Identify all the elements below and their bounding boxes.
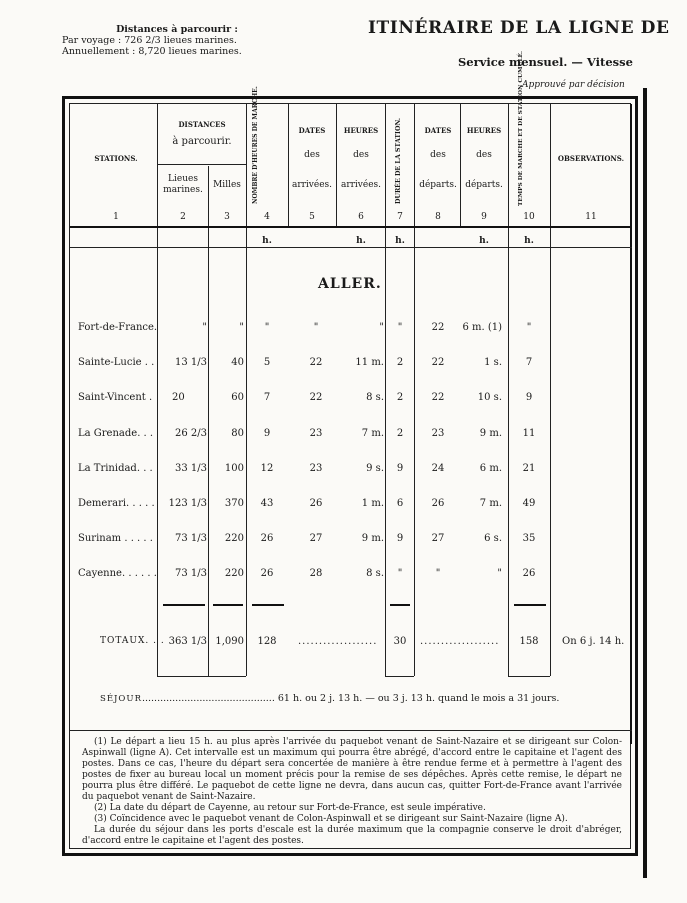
header-dates-departs-des: des [430, 150, 446, 160]
cell-heures-marche: 12 [260, 463, 274, 474]
header-milles: Milles [213, 180, 241, 190]
totals-bottom-rule [157, 676, 246, 677]
footnote-3: (3) Coïncidence avec le paquebot venant de Colon-Aspinwall et se dirigeant sur Saint-Nazaire (ligne A). [94, 814, 568, 824]
total-observation: On 6 j. 14 h. [562, 636, 625, 647]
cell-heure-depart: 6 m. [479, 463, 502, 474]
cell-heure-depart: 6 s. [484, 533, 502, 544]
header-lieues: Lieues marines. [163, 174, 203, 195]
cell-heures-marche: 9 [263, 428, 271, 439]
header-duree-station: DURÉE DE LA STATION. [395, 117, 402, 204]
cell-milles: 100 [224, 463, 244, 474]
distances-summary [62, 24, 272, 57]
cell-heure-depart: 10 s. [477, 392, 502, 403]
cell-heure-depart: " [497, 568, 502, 579]
col-rule [414, 104, 415, 676]
cell-duree: 2 [396, 428, 404, 439]
station-name: Sainte-Lucie . . [78, 357, 155, 368]
table-row [0, 533, 687, 547]
cell-heure-arrivee: 9 s. [366, 463, 384, 474]
col-rule [508, 104, 509, 676]
cell-heure-depart: 9 m. [479, 428, 502, 439]
cell-date-depart: 24 [431, 463, 445, 474]
total-lieues: 363 1/3 [168, 636, 207, 647]
cell-date-depart: " [435, 568, 441, 579]
cell-heure-depart: 6 m. (1) [462, 322, 502, 333]
approval-note: Approuvé par décision [522, 80, 625, 90]
sejour-text: 61 h. ou 2 j. 13 h. — ou 3 j. 13 h. quand le mois a 31 jours. [277, 693, 560, 704]
page-edge-bar [643, 88, 647, 878]
unit-hours: h. [262, 236, 272, 246]
cell-heure-arrivee: 1 m. [361, 498, 384, 509]
section-title-aller: ALLER. [318, 276, 382, 292]
cell-duree: " [397, 568, 403, 579]
header-distances-sub: à parcourir. [172, 136, 232, 147]
cell-cumul: 21 [522, 463, 536, 474]
cell-cumul: 11 [522, 428, 536, 439]
cell-duree: 9 [396, 463, 404, 474]
cell-milles: " [239, 322, 244, 333]
cell-date-arrivee: " [313, 322, 319, 333]
cell-date-arrivee: 23 [309, 428, 323, 439]
column-number: 3 [224, 212, 230, 222]
cell-heures-marche: 43 [260, 498, 274, 509]
totals-row [0, 636, 687, 650]
table-row [0, 322, 687, 336]
footnote-4: La durée du séjour dans les ports d'escale est la durée maximum que la compagnie conserve le droit d'abréger, d'accord entre le capitaine et l'agent des postes. [82, 825, 622, 846]
header-heures-departs-label: départs. [465, 180, 503, 190]
column-number: 4 [264, 212, 270, 222]
header-heures-arrivees-des: des [353, 150, 369, 160]
cell-milles: 40 [231, 357, 244, 368]
header-dates-arrivees-des: des [304, 150, 320, 160]
cell-cumul: 9 [525, 392, 533, 403]
sum-rule [213, 604, 243, 606]
sum-rule [514, 604, 546, 606]
column-number: 5 [309, 212, 315, 222]
unit-hours: h. [356, 236, 366, 246]
sejour-dots: ............................................ [141, 693, 275, 704]
header-subdivider [157, 164, 246, 165]
totals-bottom-rule [508, 676, 550, 677]
column-number: 6 [358, 212, 364, 222]
totals-dots: ................... [298, 636, 378, 647]
col-rule [246, 104, 247, 676]
cell-date-arrivee: 26 [309, 498, 323, 509]
column-number: 2 [180, 212, 186, 222]
col-rule [157, 104, 158, 676]
cell-lieues: 13 1/3 [175, 357, 207, 368]
service-subtitle: Service mensuel. — Vitesse [458, 55, 633, 69]
sum-rule [252, 604, 284, 606]
col-rule [385, 104, 386, 676]
header-dates-arrivees-label: arrivées. [291, 180, 333, 190]
column-number: 1 [113, 212, 119, 222]
cell-duree: " [397, 322, 403, 333]
station-name: Fort-de-France. [78, 322, 158, 333]
cell-duree: 6 [396, 498, 404, 509]
distance-annuellement: Annuellement : 8,720 lieues marines. [62, 46, 242, 57]
header-observations: OBSERVATIONS. [557, 154, 625, 163]
cell-heure-arrivee: 7 m. [361, 428, 384, 439]
col-rule [460, 104, 461, 228]
cell-cumul: 49 [522, 498, 536, 509]
column-number: 7 [397, 212, 403, 222]
cell-date-depart: 23 [431, 428, 445, 439]
header-bottom-rule [70, 226, 632, 228]
cell-date-arrivee: 22 [309, 392, 323, 403]
cell-cumul: " [526, 322, 532, 333]
cell-lieues: 73 1/3 [175, 568, 207, 579]
cell-date-arrivee: 28 [309, 568, 323, 579]
unit-hours: h. [395, 236, 405, 246]
footnotes [82, 737, 622, 847]
cell-date-arrivee: 22 [309, 357, 323, 368]
header-distances: DISTANCES [178, 120, 226, 129]
cell-date-depart: 26 [431, 498, 445, 509]
cell-date-arrivee: 23 [309, 463, 323, 474]
distances-summary-title: Distances à parcourir : [116, 24, 238, 35]
table-row [0, 568, 687, 582]
cell-cumul: 35 [522, 533, 536, 544]
cell-milles: 370 [224, 498, 244, 509]
station-name: Surinam . . . . . [78, 533, 153, 544]
station-name: La Trinidad. . . [78, 463, 153, 474]
header-dates-arrivees: DATES [298, 126, 326, 135]
cell-date-arrivee: 27 [309, 533, 323, 544]
column-number: 10 [523, 212, 535, 222]
header-dates-departs-label: départs. [419, 180, 457, 190]
header-nombre-heures: NOMBRE D'HEURES DE MARCHE. [252, 86, 259, 204]
cell-date-depart: 22 [431, 322, 445, 333]
table-row [0, 428, 687, 442]
table-row [0, 392, 687, 406]
table-row [0, 357, 687, 371]
header-heures-departs: HEURES [466, 126, 502, 135]
cell-date-depart: 22 [431, 392, 445, 403]
cell-date-depart: 27 [431, 533, 445, 544]
cell-heure-arrivee: 8 s. [366, 568, 384, 579]
cell-lieues: 26 2/3 [175, 428, 207, 439]
unit-hours: h. [479, 236, 489, 246]
header-dates-departs: DATES [424, 126, 452, 135]
header-stations: STATIONS. [94, 154, 138, 163]
header-heures-departs-des: des [476, 150, 492, 160]
sejour-line [100, 693, 559, 704]
footnote-2: (2) La date du départ de Cayenne, au retour sur Fort-de-France, est seule impérative. [94, 803, 486, 813]
cell-heure-arrivee: " [379, 322, 384, 333]
cell-cumul: 7 [525, 357, 533, 368]
cell-heure-depart: 1 s. [484, 357, 502, 368]
sejour-label: SÉJOUR [100, 694, 142, 704]
cell-heure-depart: 7 m. [479, 498, 502, 509]
header-heures-arrivees-label: arrivées. [340, 180, 382, 190]
col-rule [288, 104, 289, 228]
cell-milles: 60 [231, 392, 244, 403]
cell-milles: 80 [231, 428, 244, 439]
column-number: 11 [585, 212, 597, 222]
sum-rule [163, 604, 205, 606]
station-name: Demerari. . . . . [78, 498, 155, 509]
station-name: La Grenade. . . [78, 428, 154, 439]
cell-milles: 220 [224, 568, 244, 579]
cell-lieues: 33 1/3 [175, 463, 207, 474]
cell-heures-marche: 26 [260, 568, 274, 579]
total-heures-marche: 128 [257, 636, 277, 647]
page-title: ITINÉRAIRE DE LA LIGNE DE [368, 18, 670, 38]
totals-label: TOTAUX. . . [100, 636, 165, 646]
cell-duree: 9 [396, 533, 404, 544]
header-heures-arrivees: HEURES [343, 126, 379, 135]
col-rule [208, 166, 209, 676]
cell-lieues: 73 1/3 [175, 533, 207, 544]
cell-heure-arrivee: 9 m. [361, 533, 384, 544]
table-row [0, 463, 687, 477]
cell-milles: 220 [224, 533, 244, 544]
totals-bottom-rule [385, 676, 414, 677]
station-name: Cayenne. . . . . . [78, 568, 157, 579]
column-number: 9 [481, 212, 487, 222]
cell-heures-marche: 26 [260, 533, 274, 544]
unit-hours: h. [524, 236, 534, 246]
cell-heures-marche: 5 [263, 357, 271, 368]
unit-row-rule [70, 247, 632, 248]
col-rule [336, 104, 337, 228]
cell-lieues: " [202, 322, 207, 333]
station-name: Saint-Vincent . [78, 392, 153, 403]
distance-par-voyage: Par voyage : 726 2/3 lieues marines. [62, 35, 237, 46]
notes-rule [70, 730, 632, 731]
cell-heure-arrivee: 8 s. [366, 392, 384, 403]
cell-date-depart: 22 [431, 357, 445, 368]
header-temps-marche: TEMPS DE MARCHE ET DE STATION CUMULÉ. [518, 50, 524, 206]
column-number: 8 [435, 212, 441, 222]
footnote-1: (1) Le départ a lieu 15 h. au plus après l'arrivée du paquebot venant de Saint-Nazaire et se dirigeant sur Colon-Aspinwall (ligne A). Cet intervalle est un maximum qui pourra être abrégé, d'accord entre le capitaine et l'agent des postes. Dans ce cas, l'heure du départ sera concertée de manière à être rendue ferme et à permettre à l'agent des postes de fixer au bureau local un moment précis pour la remise de ses dépêches. Après cette remise, le départ ne pourra plus être différé. Le paquebot de cette ligne ne devra, dans aucun cas, quitter Fort-de-France avant l'arrivée du paquebot venant de Saint-Nazaire. [82, 737, 622, 802]
total-milles: 1,090 [215, 636, 244, 647]
totals-dots: ................... [420, 636, 500, 647]
cell-heures-marche: 7 [263, 392, 271, 403]
sum-rule [390, 604, 410, 606]
total-cumul: 158 [519, 636, 539, 647]
cell-lieues: 123 1/3 [168, 498, 207, 509]
cell-heure-arrivee: 11 m. [355, 357, 384, 368]
col-rule [550, 104, 551, 676]
cell-lieues: 20 [172, 392, 185, 403]
cell-cumul: 26 [522, 568, 536, 579]
total-duree: 30 [393, 636, 407, 647]
cell-heures-marche: " [264, 322, 270, 333]
table-row [0, 498, 687, 512]
cell-duree: 2 [396, 357, 404, 368]
cell-duree: 2 [396, 392, 404, 403]
